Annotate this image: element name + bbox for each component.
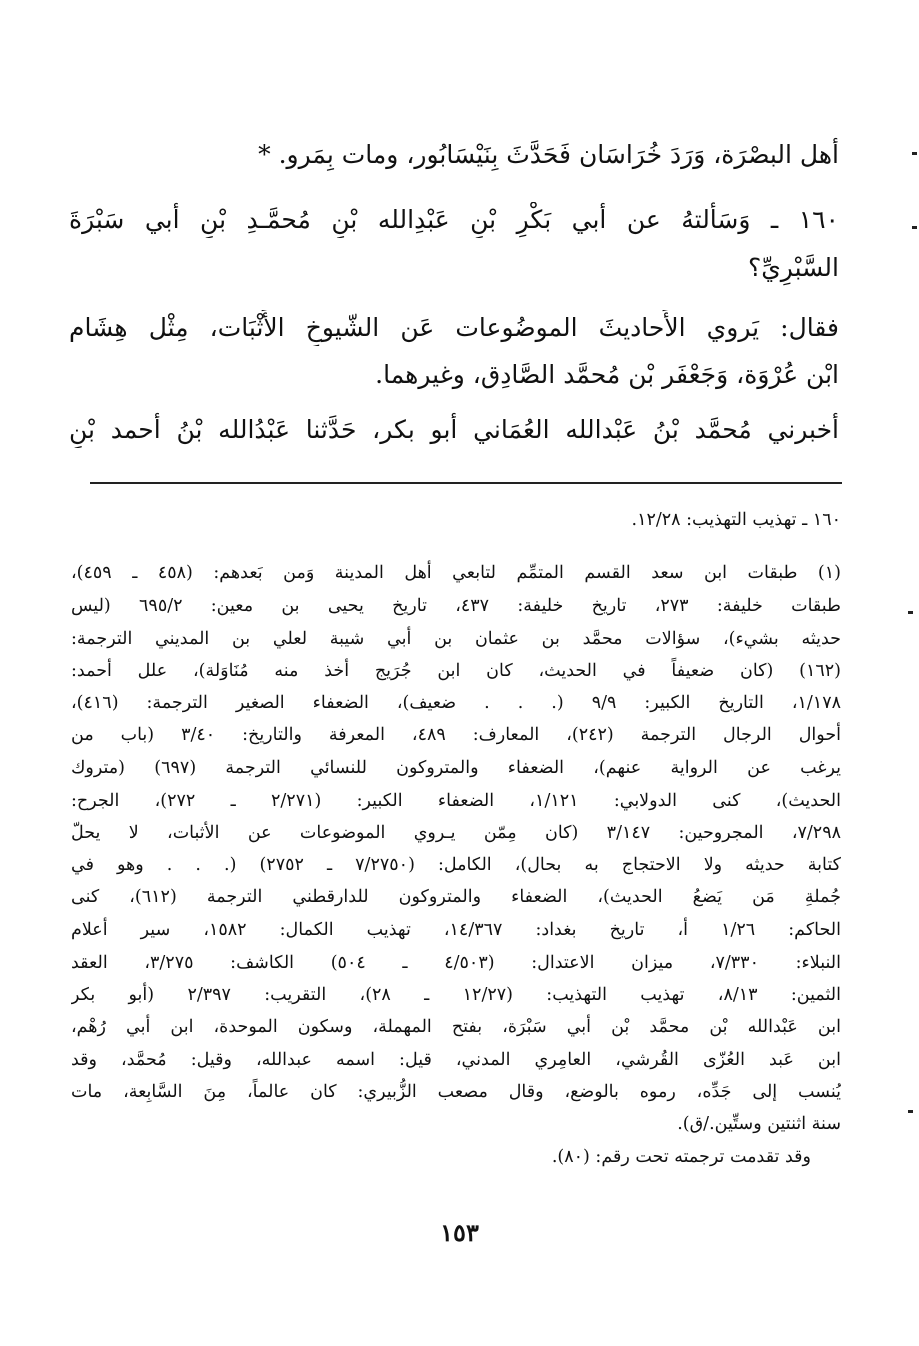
footnote-line: الحديث)، كنى الدولابي: ١/١٢١، الضعفاء الكبير: (٢/٢٧١ ـ ٢٧٢)، الجرح: [71, 791, 841, 811]
footnote-line: طبقات خليفة: ٢٧٣، تاريخ خليفة: ٤٣٧، تاريخ يحيى بن معين: ٦٩٥/٢ (ليس [71, 596, 841, 616]
footnote-line: حديثه بشيء)، سؤالات محمَّد بن عثمان بن أبي شيبة لعلي بن المديني الترجمة: [71, 629, 841, 649]
footnote-line: سنة اثنتين وستِّين./ق). [677, 1114, 841, 1134]
main-text-line: ابْن عُرْوَة، وَجَعْفَر بْن مُحمَّد الصَّادِق، وغيرهما. [375, 360, 839, 389]
footnote-line: (١) طبقات ابن سعد القسم المتمِّم لتابعي أهل المدينة وَمن بَعدهم: (٤٥٨ ـ ٤٥٩)، [71, 563, 841, 583]
footnote-line: يرغب عن الرواية عنهم)، الضعفاء والمتروكون للنسائي الترجمة (٦٩٧) (متروك [71, 758, 841, 778]
footnote-line: يُنسب إلى جَدِّه، رموه بالوضع، وقال مصعب الزُّبيري: كان عالماً، مِنَ السَّابِعة، مات [71, 1082, 841, 1102]
main-text-line: فقال: يَروي الأَحاديثَ الموضُوعات عَن الشّيوخِ الأَثْبَات، مِثْل هِشَام [69, 313, 839, 342]
footnote-separator [90, 482, 842, 484]
footnote-line: النبلاء: ٧/٣٣٠، ميزان الاعتدال: (٤/٥٠٣ ـ ٥٠٤) الكاشف: ٣/٢٧٥، العقد [71, 953, 841, 973]
footnote-line: وقد تقدمت ترجمته تحت رقم: (٨٠). [551, 1147, 811, 1167]
footnote-line: ٧/٢٩٨، المجروحين: ٣/١٤٧ (كان مِمّن يـروي الموضوعات عن الأثبات، لا يحلّ [71, 823, 841, 843]
main-text-line: أخبرني مُحمَّد بْنُ عَبْدالله العُمَاني أبو بكر، حَدَّثنا عَبْدُالله بْنُ أحمد بْنِ [69, 415, 839, 444]
margin-mark [908, 1110, 913, 1113]
main-text-line: ١٦٠ ـ وَسَألتهُ عن أبي بَكْرِ بْنِ عَبْدِالله بْنِ مُحمَّـدِ بْنِ أبي سَبْرَةَ [69, 205, 839, 234]
footnote-line: الثمين: ٨/١٣، تهذيب التهذيب: (١٢/٢٧ ـ ٢٨)، التقريب: ٢/٣٩٧ (أبو بكر [71, 985, 841, 1005]
footnote-line: ابن عَبْدالله بْن محمَّد بْن أبي سَبْرَة، بفتح المهملة، وسكون الموحدة، ابن أبي رُهْم، [71, 1017, 841, 1037]
page-number: ١٥٣ [440, 1218, 479, 1247]
footnote-reference: ١٦٠ ـ تهذيب التهذيب: ١٢/٢٨. [631, 510, 841, 530]
main-text-line: أهل البصْرَة، وَرَدَ خُرَاسَان فَحَدَّثَ بِنَيْسَابُور، ومات بِمَرو. * [258, 140, 839, 169]
footnote-line: الحاكم: ١/٢٦ أ، تاريخ بغداد: ١٤/٣٦٧، تهذيب الكمال: ١٥٨٢، سير أعلام [71, 920, 841, 940]
footnote-line: (١٦٢) (كان ضعيفاً في الحديث، كان ابن جُرَيج أخذ منه مُنَاوَلة)، علل أحمد: [71, 661, 841, 681]
footnote-line: كتابة حديثه ولا الاحتجاج به بحال)، الكامل: (٧/٢٧٥٠ ـ ٢٧٥٢) (. . . وهو في [71, 855, 841, 875]
footnote-line: ١/١٧٨، التاريخ الكبير: ٩/٩ (. . . ضعيف)، الضعفاء الصغير الترجمة: (٤١٦)، [71, 693, 841, 713]
margin-mark [912, 226, 917, 229]
margin-mark [908, 611, 913, 614]
footnote-line: ابن عَبد العُزّى القُرشي، العامِري المدني، قيل: اسمه عبدالله، وقيل: مُحمَّد، وقد [71, 1050, 841, 1070]
margin-mark [912, 152, 917, 155]
footnote-line: جُملةِ مَن يَضعُ الحديث)، الضعفاء والمتروكون للدارقطني الترجمة (٦١٢)، كنى [71, 887, 841, 907]
main-text-line: السَّبْرِيِّ؟ [747, 253, 839, 282]
footnote-line: أحوال الرجال الترجمة (٢٤٢)، المعارف: ٤٨٩، المعرفة والتاريخ: ٣/٤٠ (باب من [71, 725, 841, 745]
